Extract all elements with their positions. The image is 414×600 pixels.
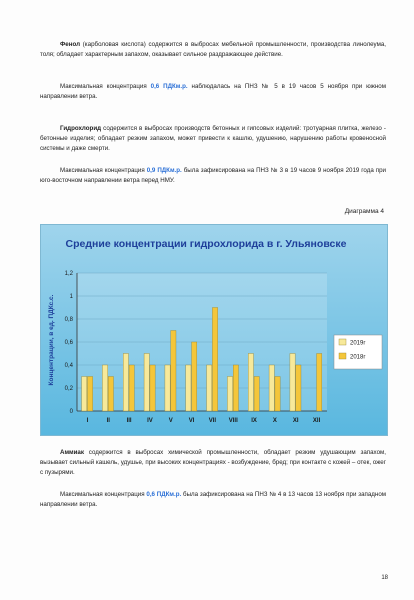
max-conc-prefix: Максимальная концентрация — [60, 83, 151, 90]
y-axis-label: Концентрации, в ед. ПДКс.с. — [48, 294, 55, 386]
bar — [192, 342, 197, 411]
x-tick-label: IX — [251, 418, 257, 424]
bar — [207, 365, 212, 411]
bar — [233, 365, 238, 411]
term-phenol: Фенол — [60, 41, 81, 48]
bar — [248, 354, 253, 412]
bar — [87, 377, 92, 412]
legend-swatch — [339, 353, 346, 359]
y-tick-label: 0,8 — [64, 317, 73, 323]
paragraph-hydrochloride-max — [40, 166, 386, 186]
term-hydrochloride: Гидрохлорид — [60, 125, 102, 132]
x-tick-label: V — [168, 418, 173, 424]
x-tick-label: X — [272, 418, 277, 424]
legend-entry: 2018г — [350, 354, 366, 361]
legend-entry: 2019г — [350, 340, 366, 347]
max-conc-prefix: Максимальная концентрация — [60, 491, 147, 498]
bar — [129, 365, 134, 411]
bar — [171, 331, 176, 412]
chart-container — [40, 224, 388, 436]
y-tick-label: 0,2 — [64, 386, 73, 392]
max-conc-suffix: наблюдалась на ПНЗ № 5 в 19 часов 5 ноября при южном направлении ветра. — [40, 83, 387, 100]
bar — [150, 365, 155, 411]
ammonia-description: содержится в выбросах химической промышленности, обладает резким удушающим запахом, вызывает сильный кашель, удушье, при высоких концентрациях - возбуждение, бред; при контакте с кожей – отек, ожег с пузырями. — [40, 449, 386, 476]
paragraph-phenol-max — [40, 82, 386, 102]
bar — [186, 365, 191, 411]
y-tick-label: 0,4 — [64, 363, 73, 369]
paragraph-hydrochloride — [40, 124, 386, 154]
bar — [123, 354, 128, 412]
paragraph-phenol — [40, 40, 386, 60]
paragraph-ammonia — [40, 448, 386, 478]
y-tick-label: 1,2 — [64, 271, 73, 277]
y-tick-label: 0 — [69, 409, 73, 415]
paragraph-ammonia-max — [40, 490, 386, 510]
max-conc-suffix: была зафиксирована на ПНЗ № 4 в 13 часов 13 ноября при западном направлении ветра. — [40, 491, 387, 508]
chart-title: Средние концентрации гидрохлорида в г. Ульяновске — [65, 238, 347, 250]
bar — [227, 377, 232, 412]
y-tick-label: 1 — [69, 294, 73, 300]
max-conc-prefix: Максимальная концентрация — [60, 167, 147, 174]
max-conc-value: 0,9 ПДКм.р. — [146, 167, 182, 174]
bar — [317, 354, 322, 412]
x-tick-label: I — [86, 418, 89, 424]
x-tick-label: XII — [312, 418, 321, 424]
bar — [144, 354, 149, 412]
x-tick-label: VIII — [228, 418, 238, 424]
x-tick-label: VII — [208, 418, 217, 424]
x-tick-label: III — [126, 418, 132, 424]
y-tick-label: 0,6 — [64, 340, 73, 346]
bar — [275, 377, 280, 412]
hydrochloride-description: содержится в выбросах производств бетонных и гипсовых изделий: тротуарная плитка, железо - бетонные изделия; обладает резким запахом, может привести к кашлю, удушению, нарушению работы кровеносной системы и даже смерти. — [40, 125, 386, 152]
bar — [102, 365, 107, 411]
x-tick-label: IV — [147, 418, 153, 424]
x-tick-label: VI — [188, 418, 195, 424]
plot-area — [65, 271, 382, 424]
bar — [108, 377, 113, 412]
term-ammonia: Аммиак — [60, 449, 84, 456]
phenol-description: (карболовая кислота) содержится в выбросах мебельной промышленности, производства линолеума, толя; обладает характерным запахом, оказывает сильное раздражающее действие. — [40, 41, 386, 58]
x-tick-label: XI — [292, 418, 299, 424]
bar — [254, 377, 259, 412]
x-tick-label: II — [106, 418, 110, 424]
legend-swatch — [339, 339, 346, 345]
diagram-label: Диаграмма 4 — [344, 208, 384, 215]
bar — [296, 365, 301, 411]
max-conc-suffix: была зафиксирована на ПНЗ № 3 в 19 часов 9 ноября 2019 года при юго-восточном направлении ветра перед НМУ. — [40, 167, 387, 184]
bar — [212, 308, 217, 412]
max-conc-value: 0,6 ПДКм.р. — [146, 491, 182, 498]
bar — [290, 354, 295, 412]
max-conc-value: 0,6 ПДКм.р. — [150, 83, 188, 90]
page-number: 18 — [381, 575, 388, 581]
bar-chart — [41, 225, 387, 435]
bar — [165, 365, 170, 411]
bar — [82, 377, 87, 412]
bar — [269, 365, 274, 411]
